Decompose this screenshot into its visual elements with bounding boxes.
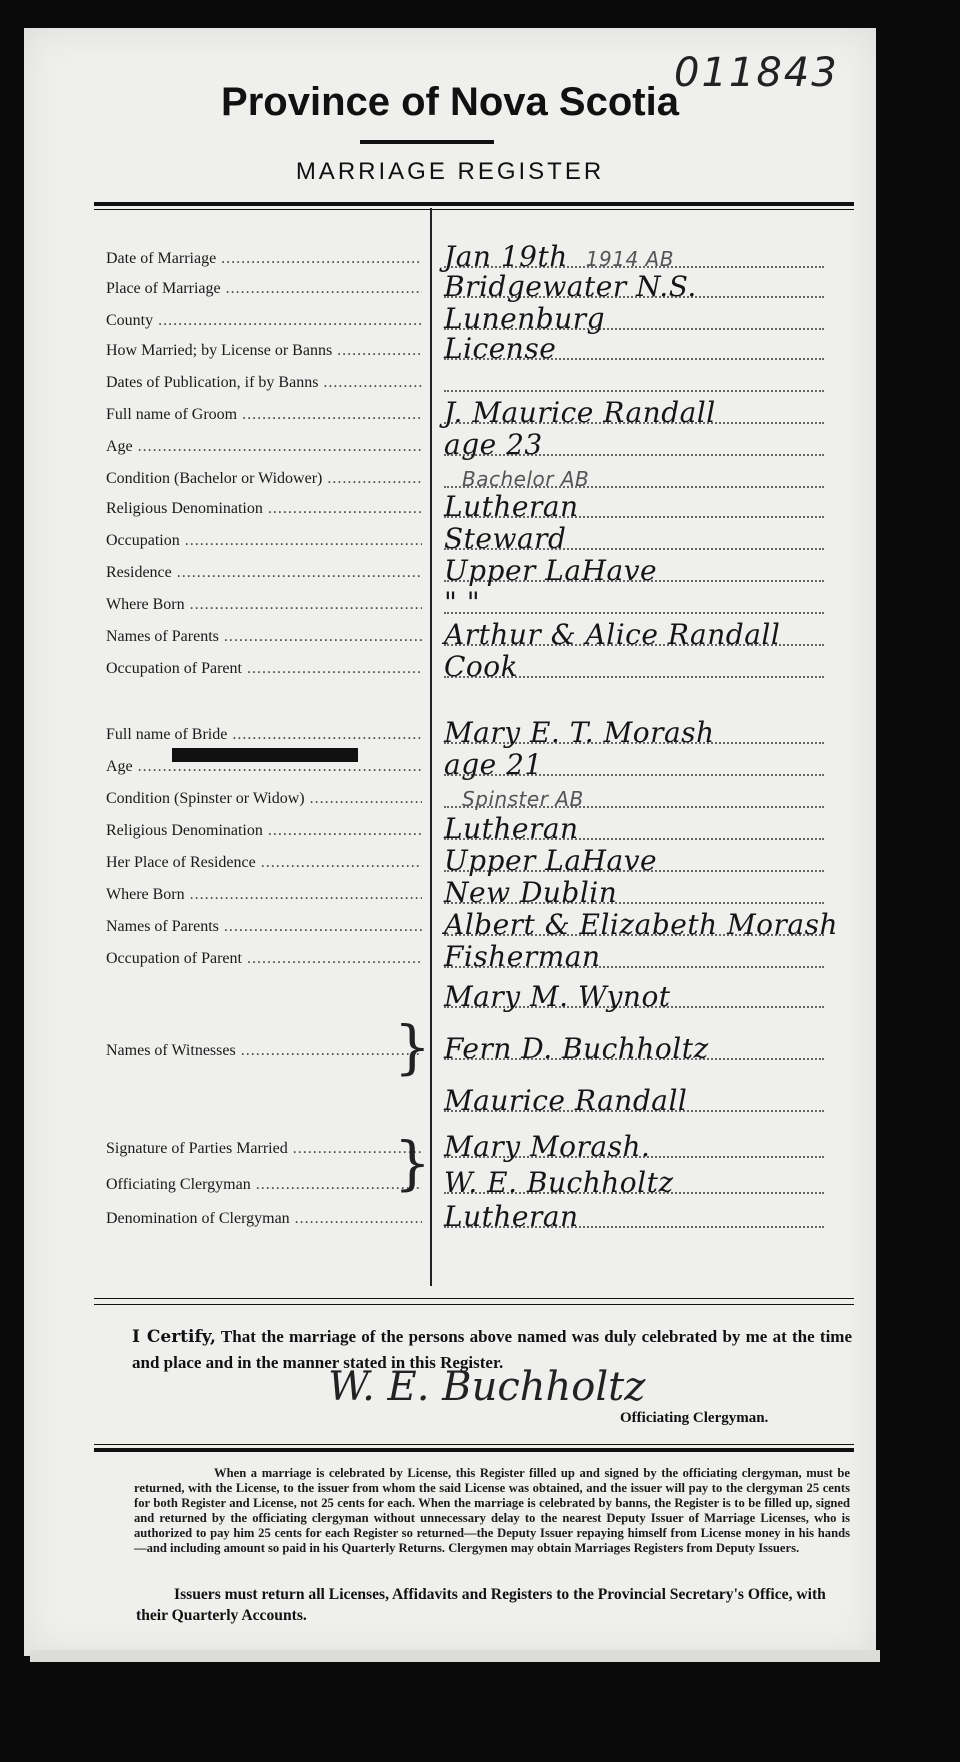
handwritten-entry: Albert & Elizabeth Morash: [444, 908, 839, 941]
handwritten-entry: License: [444, 332, 557, 365]
handwritten-entry: W. E. Buchholtz: [444, 1166, 674, 1199]
bride-section-bar: [172, 748, 358, 762]
field-value: [444, 1130, 864, 1163]
field-label: County .....: [106, 312, 422, 330]
document-subtitle: MARRIAGE REGISTER: [295, 158, 605, 185]
field-value: [444, 908, 864, 941]
field-value: [444, 490, 864, 523]
field-value: [444, 554, 864, 587]
handwritten-entry: Fisherman: [444, 940, 601, 973]
instructions-text: When a marriage is celebrated by License, this Register filled up and signed by the officiating clergyman, must be returned, with the License, to the issuer from whom the said License was obtained, and the issuer will pay to the clergyman 25 cents for both Register and License, not 25 cents for each. When the marriage is celebrated by banns, the Register is to be filled up, signed and returned by the officiating clergyman without unnecessary delay to the nearest Deputy Issuer of Marriage Licenses, who is authorized to pay him 25 cents for each Register so returned—the Deputy Issuer repaying himself from License money in his hands—and including amount so paid in his Quarterly Returns. Clergymen may obtain Marriages Registers from Deputy Issuers.: [134, 1466, 850, 1555]
handwritten-entry: Lutheran: [444, 1200, 579, 1233]
field-value: [444, 240, 864, 273]
field-label: Occupation of Parent .....: [106, 660, 422, 678]
field-value: [444, 812, 864, 845]
register-row: [24, 940, 876, 978]
field-value: [444, 748, 864, 781]
handwritten-entry: Maurice Randall: [444, 1084, 688, 1117]
title-underline: [360, 140, 494, 144]
field-label: Place of Marriage .....: [106, 280, 422, 298]
handwritten-entry: Upper LaHave: [444, 844, 658, 877]
field-label: Dates of Publication, if by Banns .....: [106, 374, 422, 392]
field-value: [444, 716, 864, 749]
register-row: [24, 650, 876, 688]
field-label: Occupation of Parent .....: [106, 950, 422, 968]
field-value: [444, 1166, 864, 1199]
header-rule: [94, 202, 854, 206]
handwritten-entry: Steward: [444, 522, 567, 555]
field-label: Signature of Parties Married .....: [106, 1140, 422, 1158]
field-value: [444, 844, 864, 877]
instructions-rule: [94, 1444, 854, 1445]
field-label: Age .....: [106, 758, 422, 776]
pencil-annotation: 1914 AB: [585, 247, 674, 271]
handwritten-entry: Mary E. T. Morash: [444, 716, 715, 749]
field-label: Condition (Spinster or Widow) .....: [106, 790, 422, 808]
pencil-annotation: Spinster AB: [462, 787, 584, 811]
certify-text: That the marriage of the persons above named was duly celebrated by me at the time and place and in the manner stated in this Register.: [132, 1327, 852, 1372]
handwritten-entry: New Dublin: [444, 876, 618, 909]
field-value: [444, 876, 864, 909]
field-label: Condition (Bachelor or Widower) .....: [106, 470, 422, 488]
field-label: Her Place of Residence .....: [106, 854, 422, 872]
certificate-rule-top: [94, 1298, 854, 1299]
handwritten-entry: Lunenburg: [444, 302, 606, 335]
field-label: Date of Marriage .....: [106, 250, 422, 268]
paper-edge: [30, 1650, 880, 1662]
field-value: [444, 586, 864, 619]
field-label: How Married; by License or Banns .....: [106, 342, 422, 360]
field-value: [444, 1200, 864, 1233]
field-label: Full name of Groom .....: [106, 406, 422, 424]
document-title: Province of Nova Scotia: [221, 80, 679, 124]
field-value: [444, 618, 864, 651]
field-value: [444, 302, 864, 335]
register-row: [24, 332, 876, 370]
handwritten-entry: Mary Morash.: [444, 1130, 651, 1163]
handwritten-entry: age 21: [444, 748, 543, 781]
handwritten-entry: Lutheran: [444, 812, 579, 845]
field-label: Names of Witnesses .....: [106, 1042, 422, 1060]
field-value: [444, 1032, 864, 1065]
field-value: [444, 940, 864, 973]
field-value: [444, 428, 864, 461]
field-label: Denomination of Clergyman .....: [106, 1210, 422, 1228]
pencil-annotation: Bachelor AB: [462, 467, 590, 491]
register-row: [24, 980, 876, 1018]
field-label: Names of Parents .....: [106, 628, 422, 646]
issuers-note: Issuers must return all Licenses, Affidavits and Registers to the Provincial Secretary's Office, with their Quarterly Accounts.: [136, 1586, 826, 1624]
field-value: [444, 332, 864, 365]
field-label: Religious Denomination .....: [106, 500, 422, 518]
header-rule-thin: [94, 209, 854, 210]
clergyman-signature: W. E. Buchholtz: [328, 1364, 646, 1410]
handwritten-entry: Cook: [444, 650, 519, 683]
field-label: Officiating Clergyman .....: [106, 1176, 422, 1194]
register-row: [24, 1084, 876, 1122]
field-value: [444, 780, 864, 813]
instructions-rule-thick: [94, 1448, 854, 1452]
register-row: [24, 1032, 876, 1070]
certify-lead: I Certify,: [132, 1327, 216, 1347]
field-label: Names of Parents .....: [106, 918, 422, 936]
handwritten-entry: Jan 19th: [444, 240, 568, 273]
serial-number: 011843: [674, 50, 839, 96]
signature-caption: Officiating Clergyman.: [620, 1410, 769, 1426]
field-value: [444, 980, 864, 1013]
field-value: [444, 522, 864, 555]
handwritten-entry: Bridgewater N.S.: [444, 270, 697, 303]
signature-brace: }: [394, 1129, 431, 1197]
handwritten-entry: Mary M. Wynot: [444, 980, 671, 1013]
witness-brace: }: [394, 1013, 431, 1081]
handwritten-entry: age 23: [444, 428, 543, 461]
register-form: [24, 28, 876, 1656]
field-value: [444, 1084, 864, 1117]
handwritten-entry: Fern D. Buchholtz: [444, 1032, 709, 1065]
register-row: [24, 1166, 876, 1204]
register-row: [24, 1200, 876, 1238]
field-label: Where Born .....: [106, 886, 422, 904]
field-label: Occupation .....: [106, 532, 422, 550]
handwritten-entry: Upper LaHave: [444, 554, 658, 587]
register-row: [24, 1130, 876, 1168]
field-label: Religious Denomination .....: [106, 822, 422, 840]
field-value: [444, 270, 864, 303]
field-label: Where Born .....: [106, 596, 422, 614]
field-label: Age .....: [106, 438, 422, 456]
certificate-rule-top-2: [94, 1304, 854, 1305]
handwritten-entry: J. Maurice Randall: [444, 396, 716, 429]
field-value: [444, 650, 864, 683]
field-value: [444, 396, 864, 429]
field-value: [444, 460, 864, 493]
field-label: Full name of Bride .....: [106, 726, 422, 744]
field-label: Residence .....: [106, 564, 422, 582]
handwritten-entry: " ": [444, 586, 481, 619]
fill-line: [444, 390, 824, 392]
handwritten-entry: Arthur & Alice Randall: [444, 618, 781, 651]
handwritten-entry: Lutheran: [444, 490, 579, 523]
